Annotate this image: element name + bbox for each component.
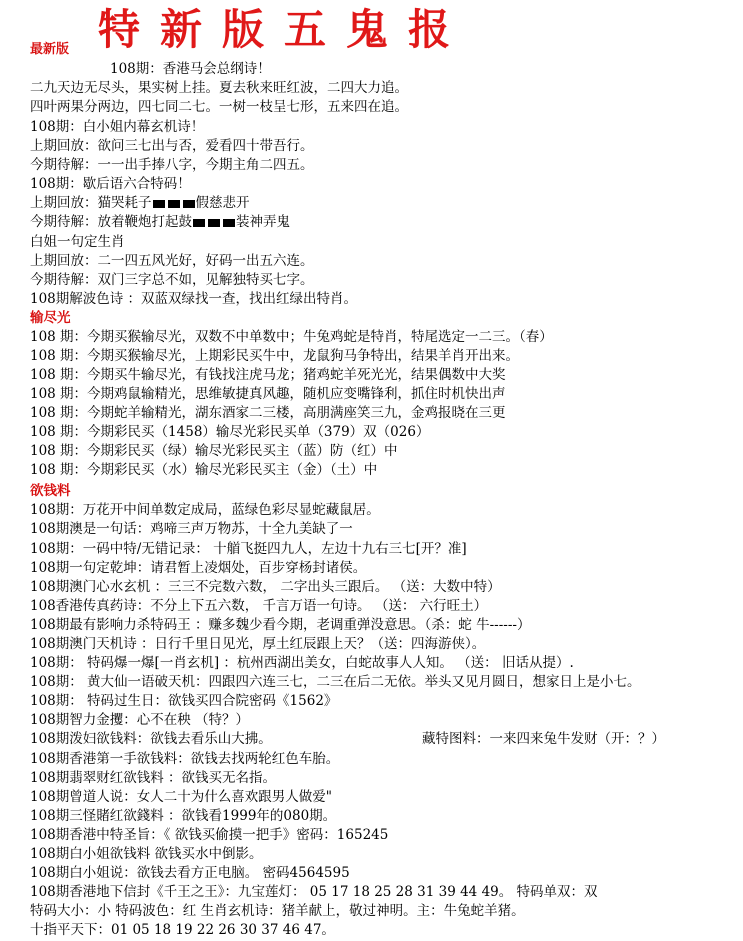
text-line: 108 期：今期买牛输尽光，有钱找注虎马龙；猪鸡蛇羊死光光，结果偶数中大奖 (30, 367, 506, 383)
section-heading-money: 欲钱料 (30, 483, 71, 499)
text-line: 108 期：今期蛇羊输精光，湖东酒家二三楼，高朋满座笑三九，金鸡报晓在三更 (30, 405, 506, 421)
text-segment: 装神弄鬼 (236, 214, 290, 230)
redacted-bars (193, 219, 235, 227)
text-line: 上期回放：欲问三七出与否，爱看四十带吾行。 (30, 138, 314, 154)
text-line: 上期回放：二一四五风光好，好码一出五六连。 (30, 253, 314, 269)
text-line: 108期白小姐欲钱料 欲钱买水中倒影。 (30, 846, 263, 862)
text-line: 108 期：今期彩民买（水）输尽光彩民买主（金）（土）中 (30, 462, 378, 478)
text-line-right: 藏特图料：一来四来兔牛发财（开：？） (422, 731, 665, 747)
text-line: 108期香港中特圣旨：《 欲钱买偷摸一把手》密码：165245 (30, 827, 389, 843)
text-line: 108期香港地下信封《千王之王》：九宝莲灯： 05 17 18 25 28 31 39 44 49。 特码单双：双 (30, 884, 598, 900)
text-line: 白姐一句定生肖 (30, 234, 125, 250)
text-line: 108期曾道人说：女人二十为什么喜欢跟男人做爱" (30, 789, 332, 805)
text-line: 108期智力金攫：心不在秧 （特？） (30, 712, 250, 728)
text-line: 108 期：今期彩民买（1458）输尽光彩民买单（379）双（026） (30, 424, 430, 440)
text-line: 108期：歇后语六合特码！ (30, 176, 191, 192)
text-line: 特码大小：小 特码波色：红 生肖玄机诗：猪羊献上，敬过神明。主：牛兔蛇羊猪。 (30, 903, 525, 919)
text-line: 108期香港第一手欲钱料：欲钱去找两轮红色车胎。 (30, 751, 340, 767)
text-line: 二九天边无尽头，果实树上挂。夏去秋来旺红波，二四大力追。 (30, 80, 408, 96)
text-line-cat (30, 194, 250, 212)
text-line: 108期： 特码爆一爆[一肖玄机] ：杭州西湖出美女，白蛇故事人人知。 （送： 旧话从提）. (30, 655, 574, 671)
text-line: 108期白小姐说：欲钱去看方正电脑。 密码4564595 (30, 865, 350, 881)
text-line: 108 期：今期买猴输尽光，双数不中单数中；牛兔鸡蛇是特肖，特尾选定一二三。（春） (30, 329, 553, 345)
text-line: 108期：一码中特/无错记录： 十艏飞挺四九人，左边十九右三七[开？准] (30, 541, 467, 557)
text-line: 今期待解：一一出手捧八字，今期主角二四五。 (30, 157, 314, 173)
text-segment: 假慈悲开 (195, 195, 250, 211)
text-line: 108 期：今期买猴输尽光，上期彩民买牛中，龙鼠狗马争特出，结果羊肖开出来。 (30, 348, 520, 364)
text-line: 108期三怪賭红欲錢料 ：欲钱看1999年的080期。 (30, 808, 337, 824)
text-line: 108期翡翠财红欲钱料 ：欲钱买无名指。 (30, 770, 277, 786)
page-title: 特新版五鬼报 (98, 5, 471, 54)
text-line: 108期泼妇欲钱料：欲钱去看乐山大拂。 (30, 731, 272, 747)
text-line: 108 期：今期鸡鼠输精光，思维敏捷真风趣，随机应变嘴锋利，抓住时机快出声 (30, 386, 506, 402)
text-line: 108期最有影响力杀特码王 ：赚多魏少看今期，老调重弹没意思。（杀：蛇 牛------） (30, 617, 531, 633)
text-line: 108期： 黄大仙一语破天机：四跟四六连三七，二三在后二无依。举头又见月圆日，想家日上是小七。 (30, 674, 641, 690)
text-line: 108期：香港马会总纲诗！ (110, 61, 271, 77)
latest-version-badge: 最新版 (30, 42, 70, 57)
text-line: 十指平天下：01 05 18 19 22 26 30 37 46 47。 (30, 922, 335, 938)
redacted-bars (153, 200, 195, 208)
text-segment: 上期回放：猫哭耗子 (30, 195, 152, 211)
text-line: 四叶两果分两边，四七同二七。一树一枝呈七形，五来四在追。 (30, 99, 408, 115)
text-line: 108期一句定乾坤：请君暂上凌烟处，百步穿杨封诸侯。 (30, 560, 367, 576)
text-line: 今期待解：双门三字总不如，见解独特买七字。 (30, 272, 314, 288)
text-line: 108期解波色诗 ：双蓝双绿找一查，找出红绿出特肖。 (30, 291, 358, 307)
text-line: 108香港传真药诗：不分上下五六数， 千言万语一句诗。 （送： 六行旺土） (30, 598, 488, 614)
text-segment: 今期待解：放着鞭炮打起鼓 (30, 214, 192, 230)
text-line: 108期澳是一句话：鸡啼三声万物苏，十全九美缺了一 (30, 521, 353, 537)
text-line: 108期：白小姐内幕玄机诗！ (30, 119, 205, 135)
text-line: 108期澳门天机诗 ：日行千里日见光，厚土红辰跟上天？（送：四海游侠）。 (30, 636, 486, 652)
text-line: 108期：万花开中间单数定成局，蓝绿色彩尽显蛇藏鼠居。 (30, 502, 380, 518)
text-line: 108期澳门心水玄机 ：三三不完数六数， 二字出头三跟后。 （送：大数中特） (30, 579, 501, 595)
section-heading-lose: 输尽光 (30, 310, 71, 326)
text-line: 108期： 特码过生日：欲钱买四合院密码《1562》 (30, 693, 338, 709)
text-line-gun (30, 213, 290, 231)
text-line: 108 期：今期彩民买（绿）输尽光彩民买主（蓝）防（红）中 (30, 443, 398, 459)
